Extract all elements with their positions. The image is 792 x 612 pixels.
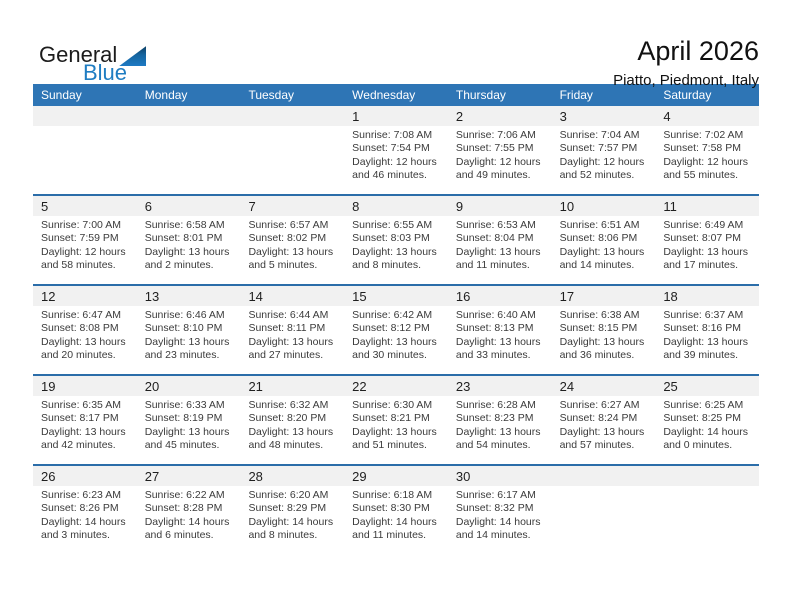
day-info: Sunrise: 6:42 AM Sunset: 8:12 PM Daylight: 13 hours and 30 minutes. bbox=[352, 309, 437, 362]
day-number: 3 bbox=[552, 106, 656, 126]
day-number: 27 bbox=[137, 466, 241, 486]
day-cell bbox=[552, 106, 656, 194]
day-info: Sunrise: 6:20 AM Sunset: 8:29 PM Daylight: 14 hours and 8 minutes. bbox=[248, 489, 334, 542]
day-number bbox=[240, 106, 344, 126]
day-number: 19 bbox=[33, 376, 137, 396]
week-row bbox=[33, 194, 759, 284]
day-cell bbox=[240, 466, 344, 554]
day-cell bbox=[344, 466, 448, 554]
day-info: Sunrise: 6:57 AM Sunset: 8:02 PM Daylight: 13 hours and 5 minutes. bbox=[248, 219, 334, 272]
weekday-header-tuesday: Tuesday bbox=[248, 88, 295, 102]
day-number: 21 bbox=[240, 376, 344, 396]
page-header bbox=[33, 0, 759, 89]
day-cell bbox=[448, 286, 552, 374]
day-info: Sunrise: 6:30 AM Sunset: 8:21 PM Daylight: 13 hours and 51 minutes. bbox=[352, 399, 437, 452]
calendar-grid bbox=[33, 106, 759, 554]
day-number: 6 bbox=[137, 196, 241, 216]
day-cell bbox=[240, 376, 344, 464]
day-number: 20 bbox=[137, 376, 241, 396]
day-info: Sunrise: 7:02 AM Sunset: 7:58 PM Daylight: 12 hours and 55 minutes. bbox=[663, 129, 748, 182]
day-number: 30 bbox=[448, 466, 552, 486]
day-info: Sunrise: 6:27 AM Sunset: 8:24 PM Daylight: 13 hours and 57 minutes. bbox=[559, 399, 645, 452]
day-info: Sunrise: 7:08 AM Sunset: 7:54 PM Daylight: 12 hours and 46 minutes. bbox=[352, 129, 437, 182]
day-info: Sunrise: 6:17 AM Sunset: 8:32 PM Daylight: 14 hours and 14 minutes. bbox=[455, 489, 541, 542]
weekday-header-thursday: Thursday bbox=[455, 88, 506, 102]
day-info: Sunrise: 7:06 AM Sunset: 7:55 PM Daylight: 12 hours and 49 minutes. bbox=[455, 129, 541, 182]
page-title: April 2026 bbox=[637, 36, 759, 66]
day-cell bbox=[655, 106, 759, 194]
week-row bbox=[33, 106, 759, 194]
day-number: 29 bbox=[344, 466, 448, 486]
day-cell bbox=[33, 466, 137, 554]
day-number: 10 bbox=[552, 196, 656, 216]
title-block bbox=[613, 36, 759, 90]
weekday-header-wednesday: Wednesday bbox=[352, 88, 416, 102]
day-info: Sunrise: 6:47 AM Sunset: 8:08 PM Daylight: 13 hours and 20 minutes. bbox=[41, 309, 126, 362]
day-cell bbox=[33, 376, 137, 464]
day-number bbox=[655, 466, 759, 486]
weekday-header-saturday: Saturday bbox=[663, 88, 712, 102]
day-cell bbox=[448, 106, 552, 194]
day-number: 22 bbox=[344, 376, 448, 396]
day-cell bbox=[448, 376, 552, 464]
day-cell bbox=[137, 286, 241, 374]
day-cell bbox=[344, 106, 448, 194]
day-info: Sunrise: 7:04 AM Sunset: 7:57 PM Daylight: 12 hours and 52 minutes. bbox=[559, 129, 645, 182]
empty-day-cell bbox=[240, 106, 344, 194]
day-cell bbox=[137, 196, 241, 284]
day-number: 28 bbox=[240, 466, 344, 486]
empty-day-cell bbox=[552, 466, 656, 554]
logo-text-blue: Blue bbox=[83, 60, 128, 85]
day-info: Sunrise: 6:35 AM Sunset: 8:17 PM Daylight: 13 hours and 42 minutes. bbox=[41, 399, 126, 452]
day-cell bbox=[344, 196, 448, 284]
day-cell bbox=[240, 286, 344, 374]
day-info: Sunrise: 6:33 AM Sunset: 8:19 PM Daylight: 13 hours and 45 minutes. bbox=[144, 399, 230, 452]
day-cell bbox=[552, 286, 656, 374]
weekday-header-sunday: Sunday bbox=[41, 88, 82, 102]
day-cell bbox=[240, 196, 344, 284]
day-number bbox=[552, 466, 656, 486]
day-number: 24 bbox=[552, 376, 656, 396]
day-number: 16 bbox=[448, 286, 552, 306]
day-number: 4 bbox=[655, 106, 759, 126]
day-number: 17 bbox=[552, 286, 656, 306]
day-number: 15 bbox=[344, 286, 448, 306]
logo-word-general: General bbox=[39, 42, 118, 67]
day-info: Sunrise: 6:55 AM Sunset: 8:03 PM Daylight: 13 hours and 8 minutes. bbox=[352, 219, 437, 272]
weekday-header-monday: Monday bbox=[144, 88, 188, 102]
day-info: Sunrise: 6:25 AM Sunset: 8:25 PM Daylight: 14 hours and 0 minutes. bbox=[663, 399, 748, 452]
day-number: 26 bbox=[33, 466, 137, 486]
day-number: 8 bbox=[344, 196, 448, 216]
day-cell bbox=[655, 196, 759, 284]
calendar bbox=[33, 84, 759, 554]
day-number: 9 bbox=[448, 196, 552, 216]
weekday-header-row bbox=[33, 84, 759, 106]
day-number: 25 bbox=[655, 376, 759, 396]
day-cell bbox=[655, 286, 759, 374]
weekday-header-friday: Friday bbox=[559, 88, 593, 102]
week-row bbox=[33, 464, 759, 554]
day-cell bbox=[552, 196, 656, 284]
day-number: 23 bbox=[448, 376, 552, 396]
day-number: 13 bbox=[137, 286, 241, 306]
day-info: Sunrise: 6:46 AM Sunset: 8:10 PM Daylight: 13 hours and 23 minutes. bbox=[144, 309, 230, 362]
day-number bbox=[137, 106, 241, 126]
week-row bbox=[33, 374, 759, 464]
logo-triangle-icon bbox=[119, 46, 146, 66]
day-number: 7 bbox=[240, 196, 344, 216]
day-info: Sunrise: 6:58 AM Sunset: 8:01 PM Daylight: 13 hours and 2 minutes. bbox=[144, 219, 230, 272]
day-info: Sunrise: 6:23 AM Sunset: 8:26 PM Daylight: 14 hours and 3 minutes. bbox=[41, 489, 126, 542]
day-cell bbox=[137, 466, 241, 554]
day-number: 12 bbox=[33, 286, 137, 306]
day-info: Sunrise: 6:22 AM Sunset: 8:28 PM Daylight: 14 hours and 6 minutes. bbox=[144, 489, 230, 542]
day-cell bbox=[448, 196, 552, 284]
day-info: Sunrise: 7:00 AM Sunset: 7:59 PM Daylight: 12 hours and 58 minutes. bbox=[41, 219, 126, 272]
day-cell bbox=[33, 286, 137, 374]
day-info: Sunrise: 6:53 AM Sunset: 8:04 PM Daylight: 13 hours and 11 minutes. bbox=[455, 219, 541, 272]
day-cell bbox=[344, 286, 448, 374]
day-cell bbox=[448, 466, 552, 554]
day-number bbox=[33, 106, 137, 126]
day-info: Sunrise: 6:37 AM Sunset: 8:16 PM Daylight: 13 hours and 39 minutes. bbox=[663, 309, 748, 362]
day-cell bbox=[137, 376, 241, 464]
day-info: Sunrise: 6:40 AM Sunset: 8:13 PM Daylight: 13 hours and 33 minutes. bbox=[455, 309, 541, 362]
day-number: 2 bbox=[448, 106, 552, 126]
day-info: Sunrise: 6:44 AM Sunset: 8:11 PM Daylight: 13 hours and 27 minutes. bbox=[248, 309, 334, 362]
day-number: 11 bbox=[655, 196, 759, 216]
general-blue-logo bbox=[39, 42, 146, 85]
day-info: Sunrise: 6:18 AM Sunset: 8:30 PM Daylight: 14 hours and 11 minutes. bbox=[352, 489, 437, 542]
day-info: Sunrise: 6:32 AM Sunset: 8:20 PM Daylight: 13 hours and 48 minutes. bbox=[248, 399, 334, 452]
day-cell bbox=[552, 376, 656, 464]
empty-day-cell bbox=[33, 106, 137, 194]
empty-day-cell bbox=[137, 106, 241, 194]
week-row bbox=[33, 284, 759, 374]
day-info: Sunrise: 6:38 AM Sunset: 8:15 PM Daylight: 13 hours and 36 minutes. bbox=[559, 309, 645, 362]
day-number: 18 bbox=[655, 286, 759, 306]
day-cell bbox=[344, 376, 448, 464]
day-number: 1 bbox=[344, 106, 448, 126]
day-info: Sunrise: 6:28 AM Sunset: 8:23 PM Daylight: 13 hours and 54 minutes. bbox=[455, 399, 541, 452]
day-cell bbox=[655, 376, 759, 464]
empty-day-cell bbox=[655, 466, 759, 554]
day-number: 5 bbox=[33, 196, 137, 216]
day-number: 14 bbox=[240, 286, 344, 306]
day-info: Sunrise: 6:51 AM Sunset: 8:06 PM Daylight: 13 hours and 14 minutes. bbox=[559, 219, 645, 272]
day-info: Sunrise: 6:49 AM Sunset: 8:07 PM Daylight: 13 hours and 17 minutes. bbox=[663, 219, 748, 272]
page-subtitle: Piatto, Piedmont, Italy bbox=[613, 72, 759, 89]
day-cell bbox=[33, 196, 137, 284]
